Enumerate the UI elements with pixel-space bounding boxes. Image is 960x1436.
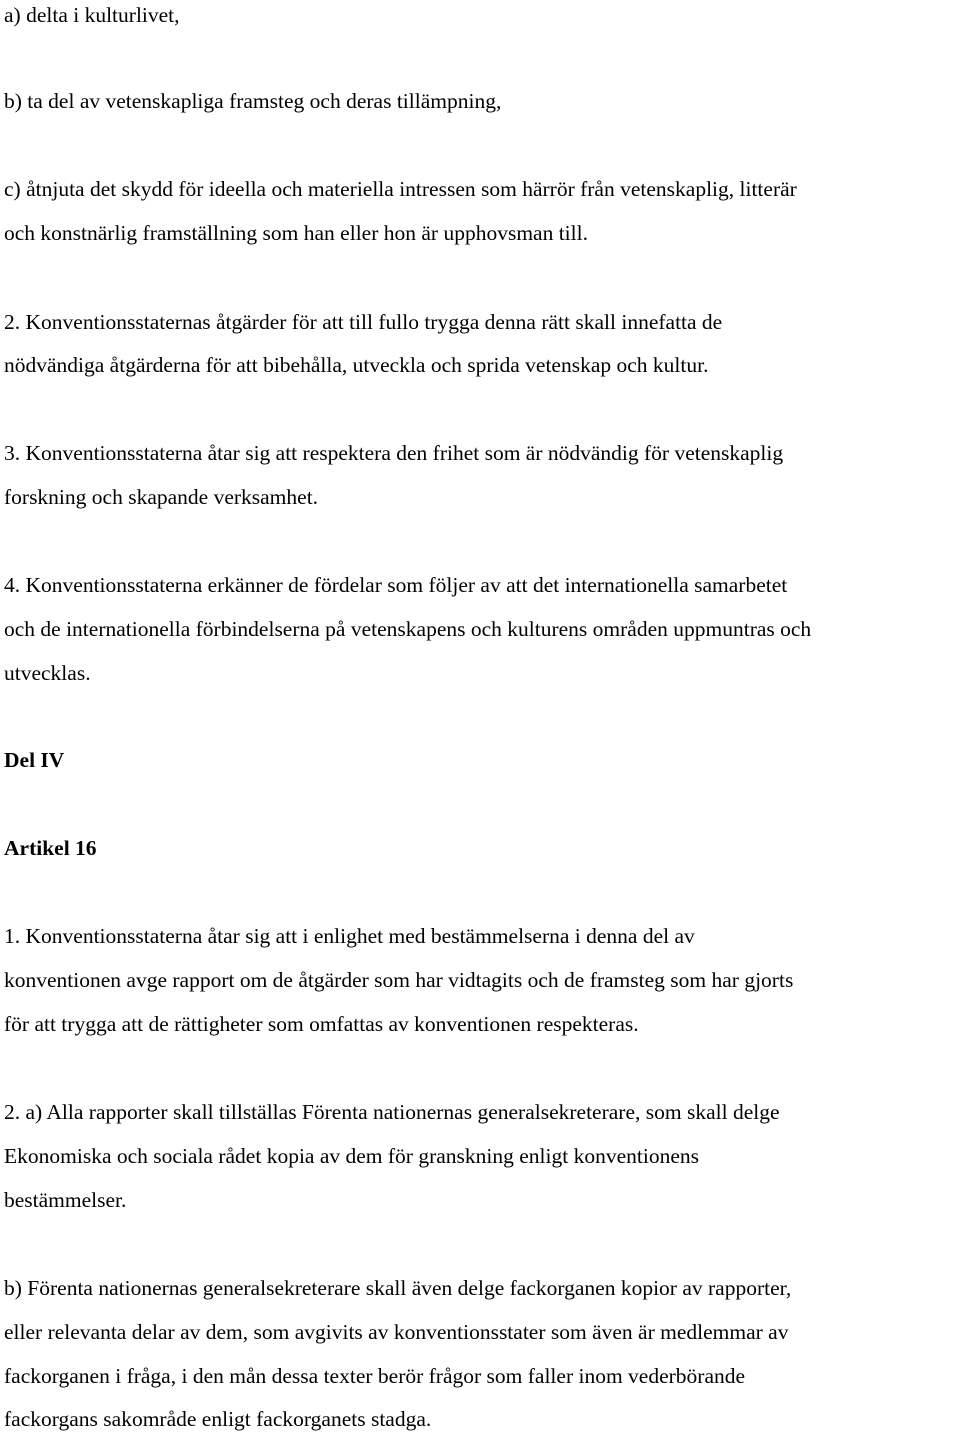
paragraph-2-line-2: nödvändiga åtgärderna för att bibehålla, utveckla och sprida vetenskap och kultur. <box>4 353 709 377</box>
article-16-paragraph-2b-line-1: b) Förenta nationernas generalsekreterare skall även delge fackorganen kopior av rapporter, <box>4 1276 792 1300</box>
item-a-line-1: a) delta i kulturlivet, <box>4 3 180 27</box>
article-16-paragraph-2b-line-3: fackorganen i fråga, i den mån dessa texter berör frågor som faller inom vederbörande <box>4 1364 746 1388</box>
article-16-paragraph-2b-line-4: fackorgans sakområde enligt fackorganets stadga. <box>4 1407 432 1431</box>
article-16-paragraph-2a-line-2: Ekonomiska och sociala rådet kopia av dem för granskning enligt konventionens <box>4 1144 699 1168</box>
item-b-line-1: b) ta del av vetenskapliga framsteg och deras tillämpning, <box>4 89 502 113</box>
article-16-paragraph-2a-line-1: 2. a) Alla rapporter skall tillställas Förenta nationernas generalsekreterare, som skall delge <box>4 1100 780 1124</box>
article-16-paragraph-1-line-1: 1. Konventionsstaterna åtar sig att i enlighet med bestämmelserna i denna del av <box>4 924 695 948</box>
article-16-paragraph-2a-line-3: bestämmelser. <box>4 1188 127 1212</box>
item-c-line-1: c) åtnjuta det skydd för ideella och materiella intressen som härrör från vetenskaplig, litterär <box>4 177 797 201</box>
article-16-paragraph-2b-line-2: eller relevanta delar av dem, som avgivits av konventionsstater som även är medlemmar av <box>4 1320 789 1344</box>
paragraph-4-line-3: utvecklas. <box>4 661 91 685</box>
article-16-paragraph-1-line-3: för att trygga att de rättigheter som omfattas av konventionen respekteras. <box>4 1012 639 1036</box>
paragraph-3-line-1: 3. Konventionsstaterna åtar sig att respektera den frihet som är nödvändig för vetenskaplig <box>4 441 784 465</box>
item-c-line-2: och konstnärlig framställning som han eller hon är upphovsman till. <box>4 221 588 245</box>
paragraph-2-line-1: 2. Konventionsstaternas åtgärder för att till fullo trygga denna rätt skall innefatta de <box>4 310 723 334</box>
paragraph-3-line-2: forskning och skapande verksamhet. <box>4 485 319 509</box>
paragraph-4-line-2: och de internationella förbindelserna på vetenskapens och kulturens områden uppmuntras och <box>4 617 812 641</box>
part-heading: Del IV <box>4 748 65 772</box>
article-16-paragraph-1-line-2: konventionen avge rapport om de åtgärder som har vidtagits och de framsteg som har gjorts <box>4 968 794 992</box>
article-heading: Artikel 16 <box>4 836 97 860</box>
paragraph-4-line-1: 4. Konventionsstaterna erkänner de fördelar som följer av att det internationella samarbetet <box>4 573 788 597</box>
